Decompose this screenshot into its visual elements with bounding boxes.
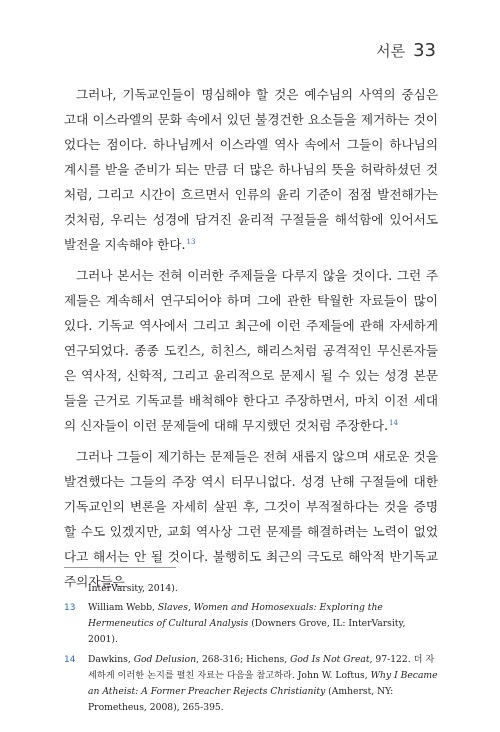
body-paragraph xyxy=(64,444,438,594)
footnote-list xyxy=(64,600,438,716)
footnote-title: God Delusion xyxy=(133,654,197,665)
footnote-segment: , 268-316; Hichens, xyxy=(196,654,291,665)
footnote-reference[interactable]: 14 xyxy=(389,418,398,427)
footnote-reference[interactable]: 13 xyxy=(186,237,196,246)
footnote xyxy=(64,652,438,716)
paragraph-text: 그러나 그들이 제기하는 문제들은 전혀 새롭지 않으며 새로운 것을 발견했다는 그들의 주장 역시 터무니없다. 성경 난해 구절들에 대한 기독교인의 변론을 자세히 살핀 후, 그것이 부적절하다는 것을 증명할 수도 있겠지만, 교회 역사상 그런 문제를 해결하려는 노력이 없었다고 해서는 안 될 것이다. 불행히도 최근의 극도로 해악적 반기독교주의자들은 xyxy=(64,449,438,589)
body-text xyxy=(64,82,438,600)
footnote-segment: (Downers Grove, IL: InterVarsity, 2001). xyxy=(88,618,406,645)
footnote-number: 14 xyxy=(64,655,76,665)
footnote-segment: Dawkins, xyxy=(88,654,134,665)
body-paragraph xyxy=(64,82,438,257)
footnote-title: Why I Became an Atheist: A Former Preacher Rejects Christianity xyxy=(88,670,438,697)
body-paragraph xyxy=(64,263,438,438)
running-head xyxy=(376,40,436,61)
section-title: 서론 xyxy=(376,42,406,60)
footnote-title: Slaves, Women and Homosexuals: Exploring the Hermeneutics of Cultural Analysis xyxy=(88,602,383,629)
footnote-title: God Is Not Great xyxy=(290,654,370,665)
footnote-segment: William Webb, xyxy=(88,602,158,613)
footnote-divider xyxy=(64,567,176,568)
footnotes xyxy=(64,581,438,720)
footnote-continuation: InterVarsity, 2014). xyxy=(88,583,178,594)
footnote-text xyxy=(88,600,438,648)
paragraph-text: 그러나 본서는 전혀 이러한 주제들을 다루지 않을 것이다. 그런 주제들은 계속해서 연구되어야 하며 그에 관한 탁월한 자료들이 많이 있다. 기독교 역사에서 그리고 최근에 이런 주제들에 관해 자세하게 연구되었다. 종종 도킨스, 히친스, 해리스처럼 공격적인 무신론자들은 역사적, 신학적, 그리고 윤리적으로 문제시 될 수 있는 성경 본문들을 근거로 기독교를 배척해야 한다고 주장하면서, 마치 이전 세대의 신자들이 이런 문제들에 대해 무지했던 것처럼 주장한다. xyxy=(64,268,438,433)
footnote-number: 13 xyxy=(64,603,76,613)
paragraph-text: 그러나, 기독교인들이 명심해야 할 것은 예수님의 사역의 중심은 고대 이스라엘의 문화 속에서 있던 불경건한 요소들을 제거하는 것이었다는 점이다. 하나님께서 이스라엘 역사 속에서 그들이 하나님의 계시를 받을 준비가 되는 만큼 더 많은 하나님의 뜻을 허락하셨던 것처럼, 그리고 시간이 흐르면서 인류의 윤리 기준이 점점 발전해가는 것처럼, 우리는 성경에 담겨진 윤리적 구절들을 해석함에 있어서도 발전을 지속해야 한다. xyxy=(64,87,438,252)
footnote xyxy=(64,600,438,648)
footnote-segment: (Amherst, NY: Prometheus, 2008), 265-395. xyxy=(88,686,394,713)
page-number: 33 xyxy=(413,40,436,61)
footnote-text xyxy=(88,652,438,716)
footnote-segment: , 97-122. 더 자세하게 이러한 논지를 펼친 자료는 다음을 참고하라. John W. Loftus, xyxy=(88,654,435,681)
